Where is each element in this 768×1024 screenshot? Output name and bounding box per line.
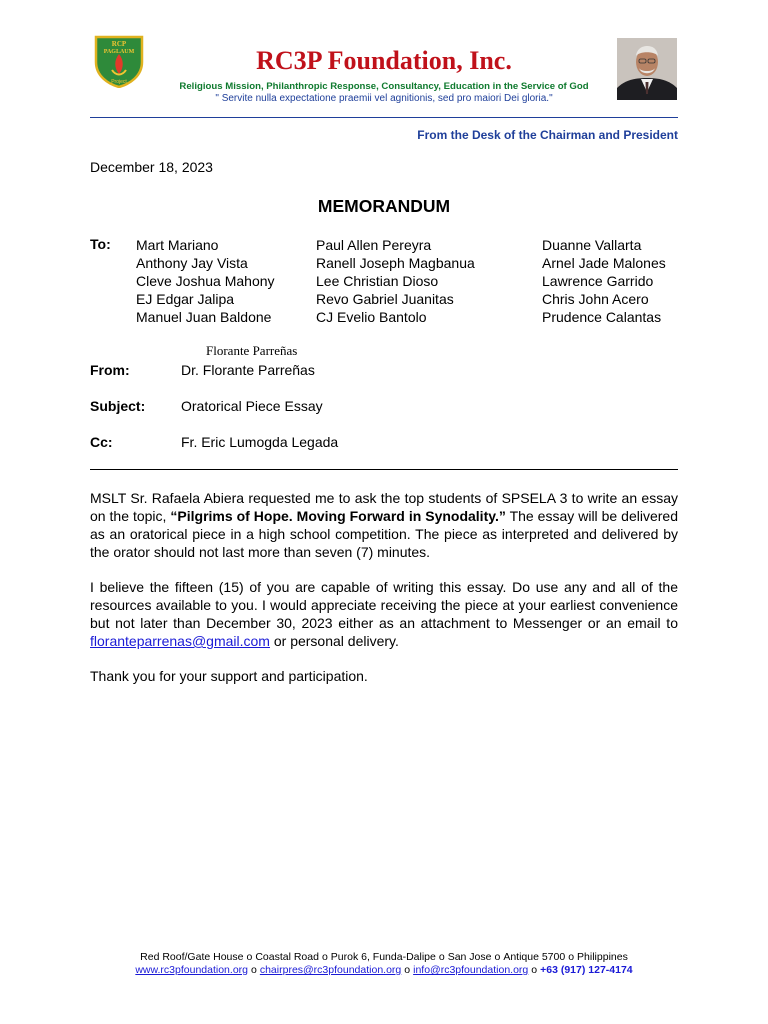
recipient: Duanne Vallarta	[542, 237, 642, 253]
separator: o	[494, 951, 501, 963]
paragraph-1	[90, 489, 678, 561]
memo-title: MEMORANDUM	[317, 196, 451, 216]
essay-topic: “Pilgrims of Hope. Moving Forward in Synodality.”	[170, 508, 506, 524]
recipient: Manuel Juan Baldone	[136, 309, 272, 325]
separator: o	[531, 964, 538, 976]
recipient: Arnel Jade Malones	[542, 255, 666, 271]
organization-name: RC3P Foundation, Inc.	[256, 46, 512, 75]
recipient: Lee Christian Dioso	[316, 273, 439, 289]
cc-value: Fr. Eric Lumogda Legada	[181, 434, 339, 450]
paragraph-1-text-a: MSLT Sr. Rafaela Abiera requested me to ask the top students of SPSELA 3 to write an essay on the topic,	[90, 490, 678, 524]
recipient: Mart Mariano	[136, 237, 219, 253]
separator: o	[438, 951, 445, 963]
paragraph-2-text-a: I believe the fifteen (15) of you are capable of writing this essay. Do use any and all of the resources available to you. I would appreciate receiving the piece at your earliest convenience but not later than December 30, 2023 either as an attachment to Messenger or an email to	[90, 579, 678, 631]
foundation-logo	[92, 34, 146, 88]
organization-motto: " Servite nulla expectatione praemii vel agnitionis, sed pro maiori Dei gloria."	[215, 93, 553, 104]
chairman-photo	[617, 38, 677, 100]
separator: o	[246, 951, 253, 963]
info-email-link[interactable]: info@rc3pfoundation.org	[413, 964, 529, 976]
email-link[interactable]: floranteparrenas@gmail.com	[90, 633, 270, 649]
address-part: Red Roof/Gate House	[140, 951, 244, 963]
paragraph-2	[90, 578, 678, 650]
logo-text-bottom: Project	[111, 79, 127, 85]
recipient: Ranell Joseph Magbanua	[316, 255, 475, 271]
recipient: CJ Evelio Bantolo	[316, 309, 427, 325]
to-label: To:	[90, 236, 111, 252]
separator: o	[251, 964, 257, 976]
paragraph-2-text-b: or personal delivery.	[269, 633, 399, 649]
recipient: Anthony Jay Vista	[136, 255, 248, 271]
from-value: Dr. Florante Parreñas	[181, 362, 315, 378]
separator: o	[404, 964, 411, 976]
recipient: EJ Edgar Jalipa	[136, 291, 235, 307]
recipient: Chris John Acero	[542, 291, 649, 307]
subject-label: Subject:	[90, 398, 146, 414]
paragraph-1-text-b: The essay will be delivered as an oratorical piece in a high school competition. The piece as interpreted and delivered by the orator should not last more than seven (7) minutes.	[90, 508, 678, 560]
recipient: Prudence Calantas	[542, 309, 662, 325]
subject-value: Oratorical Piece Essay	[181, 398, 323, 414]
recipients-column-3	[542, 236, 666, 326]
recipient: Paul Allen Pereyra	[316, 237, 432, 253]
chairpres-email-link[interactable]: chairpres@rc3pfoundation.org	[259, 964, 402, 976]
recipient: Cleve Joshua Mahony	[136, 273, 275, 289]
address-part: Philippines	[577, 951, 628, 963]
recipients-column-2	[316, 236, 475, 326]
signature: Florante Parreñas	[206, 343, 298, 358]
organization-tagline: Religious Mission, Philanthropic Response, Consultancy, Education in the Service of God	[179, 81, 589, 92]
paragraph-3: Thank you for your support and participation.	[90, 668, 368, 684]
logo-text-top: RCP	[111, 40, 127, 48]
address-part: Purok 6, Funda-Dalipe	[330, 951, 436, 963]
desk-line: From the Desk of the Chairman and President	[417, 128, 678, 142]
from-label: From:	[90, 362, 130, 378]
recipients-column-1	[136, 236, 275, 326]
header-divider	[90, 117, 678, 118]
cc-label: Cc:	[90, 434, 113, 450]
footer-address	[90, 951, 678, 964]
footer-contacts	[90, 964, 678, 977]
address-part: Coastal Road	[255, 951, 319, 963]
separator: o	[568, 951, 575, 963]
recipient: Revo Gabriel Juanitas	[316, 291, 454, 307]
logo-text-middle: PAGLAUM	[103, 49, 135, 55]
recipient: Lawrence Garrido	[542, 273, 654, 289]
website-link[interactable]: www.rc3pfoundation.org	[135, 964, 248, 976]
memo-date: December 18, 2023	[90, 159, 213, 175]
address-part: San Jose	[447, 951, 492, 963]
body-divider	[90, 469, 678, 470]
separator: o	[321, 951, 328, 963]
phone-number: +63 (917) 127-4174	[540, 964, 633, 976]
address-part: Antique 5700	[503, 951, 566, 963]
